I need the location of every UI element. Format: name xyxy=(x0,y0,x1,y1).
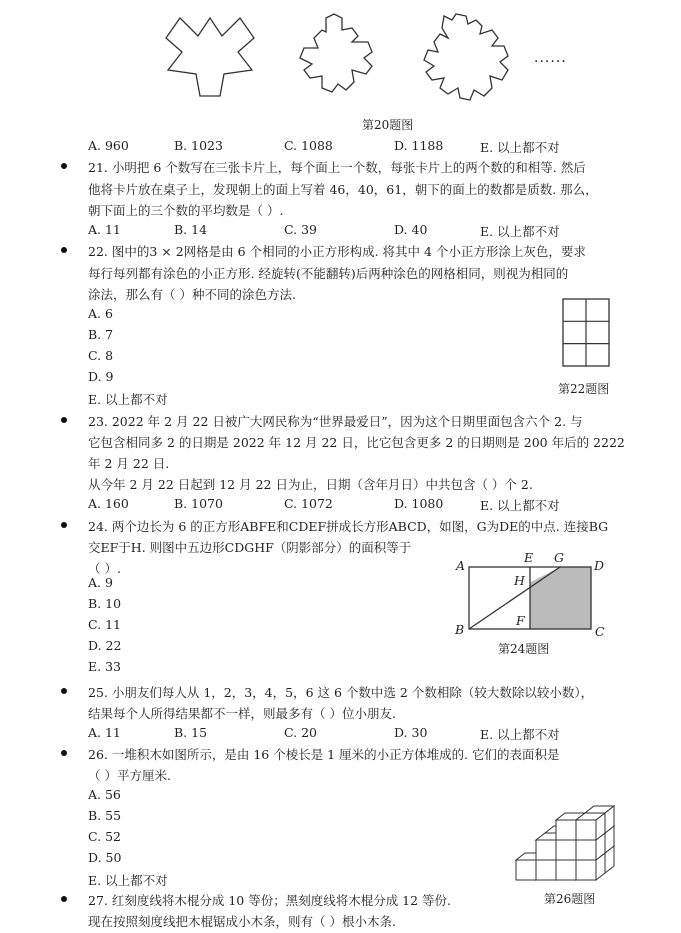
rectangle-abcd-figure xyxy=(468,566,592,630)
label-e: E xyxy=(524,550,534,565)
q22-option-c[interactable]: C. 8 xyxy=(88,348,114,363)
grid-3x2-figure xyxy=(562,298,610,368)
q20-option-e[interactable]: E. 以上都不对 xyxy=(480,140,560,155)
q26-line-2: （ ）平方厘米. xyxy=(88,768,171,783)
q23-option-c[interactable]: C. 1072 xyxy=(284,496,333,511)
q23-line-3: 年 2 月 22 日. xyxy=(88,456,170,471)
q25-option-b[interactable]: B. 15 xyxy=(174,725,208,740)
label-g: G xyxy=(554,550,564,565)
q24-option-c[interactable]: C. 11 xyxy=(88,617,121,632)
q20-option-a[interactable]: A. 960 xyxy=(88,138,129,153)
q26-line-1: 26. 一堆积木如图所示，是由 16 个棱长是 1 厘米的小正方体堆成的. 它们的表面积是 xyxy=(88,747,560,762)
q27-bullet xyxy=(61,896,67,902)
fractal-figure-2 xyxy=(282,12,392,102)
q23-line-2: 它包含相同多 2 的日期是 2022 年 12 月 22 日，比它包含更多 2 的日期则是 200 年后的 2222 xyxy=(88,435,625,450)
q23-option-a[interactable]: A. 160 xyxy=(88,496,129,511)
q22-option-e[interactable]: E. 以上都不对 xyxy=(88,392,168,407)
shaded-pentagon-cdghf xyxy=(530,567,591,629)
q25-bullet xyxy=(61,688,67,694)
q22-line-1: 22. 图中的3 × 2网格是由 6 个相同的小正方形构成. 将其中 4 个小正方形涂上灰色，要求 xyxy=(88,244,586,259)
q20-option-c[interactable]: C. 1088 xyxy=(284,138,333,153)
q22-line-3: 涂法，那么有（ ）种不同的涂色方法. xyxy=(88,287,296,302)
q21-option-d[interactable]: D. 40 xyxy=(394,222,428,237)
q24-option-a[interactable]: A. 9 xyxy=(88,575,113,590)
q20-caption: 第20题图 xyxy=(362,118,414,132)
q26-caption: 第26题图 xyxy=(544,892,596,906)
q23-line-1: 23. 2022 年 2 月 22 日被广大网民称为“世界最爱日”，因为这个日期里面包含六个 2. 与 xyxy=(88,414,583,429)
q25-option-a[interactable]: A. 11 xyxy=(88,725,121,740)
q26-option-a[interactable]: A. 56 xyxy=(88,787,121,802)
q26-bullet xyxy=(61,750,67,756)
q23-bullet xyxy=(61,417,67,423)
q22-option-a[interactable]: A. 6 xyxy=(88,306,113,321)
q23-option-d[interactable]: D. 1080 xyxy=(394,496,444,511)
label-d: D xyxy=(594,558,605,573)
fractal-figure-1 xyxy=(160,14,260,100)
q27-line-2: 现在按照刻度线把木棍锯成小木条，则有（ ）根小木条. xyxy=(88,914,396,929)
q25-line-1: 25. 小朋友们每人从 1，2，3，4，5，6 这 6 个数中选 2 个数相除（较大数除以较小数）， xyxy=(88,685,594,700)
label-h: H xyxy=(514,573,525,588)
q21-line-1: 21. 小明把 6 个数写在三张卡片上，每个面上一个数，每张卡片上的两个数的和相等. 然后 xyxy=(88,160,586,175)
q25-line-2: 结果每个人所得结果都不一样，则最多有（ ）位小朋友. xyxy=(88,706,396,721)
fractal-figure-3 xyxy=(408,10,524,104)
q21-line-2: 他将卡片放在桌子上，发现朝上的面上写着 46，40，61，朝下的面上的数都是质数. 那么， xyxy=(88,182,598,197)
q24-bullet xyxy=(61,522,67,528)
figure-ellipsis: ...... xyxy=(534,50,567,66)
q21-line-3: 朝下面上的三个数的平均数是（ ）. xyxy=(88,203,284,218)
q24-option-e[interactable]: E. 33 xyxy=(88,659,121,674)
q22-option-d[interactable]: D. 9 xyxy=(88,369,114,384)
q22-option-b[interactable]: B. 7 xyxy=(88,327,114,342)
q26-option-b[interactable]: B. 55 xyxy=(88,808,122,823)
q23-option-b[interactable]: B. 1070 xyxy=(174,496,223,511)
label-b: B xyxy=(455,622,465,637)
q22-line-2: 每行每列都有涂色的小正方形. 经旋转(不能翻转)后两种涂色的网格相同，则视为相同的 xyxy=(88,266,569,281)
q24-caption: 第24题图 xyxy=(498,642,550,656)
q21-option-b[interactable]: B. 14 xyxy=(174,222,208,237)
q27-line-1: 27. 红刻度线将木棍分成 10 等份；黑刻度线将木棍分成 12 等份. xyxy=(88,893,452,908)
q24-line-2: 交EF于H. 则图中五边形CDGHF（阴影部分）的面积等于 xyxy=(88,540,412,555)
q23-option-e[interactable]: E. 以上都不对 xyxy=(480,498,560,513)
label-a: A xyxy=(456,558,466,573)
q21-option-e[interactable]: E. 以上都不对 xyxy=(480,224,560,239)
q26-option-e[interactable]: E. 以上都不对 xyxy=(88,873,168,888)
q24-option-d[interactable]: D. 22 xyxy=(88,638,122,653)
q26-option-d[interactable]: D. 50 xyxy=(88,850,122,865)
q25-option-c[interactable]: C. 20 xyxy=(284,725,317,740)
q24-line-3: （ ）. xyxy=(88,561,121,576)
label-c: C xyxy=(595,624,605,639)
q20-option-b[interactable]: B. 1023 xyxy=(174,138,223,153)
q26-option-c[interactable]: C. 52 xyxy=(88,829,121,844)
q25-option-e[interactable]: E. 以上都不对 xyxy=(480,727,560,742)
q21-option-a[interactable]: A. 11 xyxy=(88,222,121,237)
label-f: F xyxy=(516,613,525,628)
q22-caption: 第22题图 xyxy=(558,382,610,396)
q21-bullet xyxy=(61,163,67,169)
q24-line-1: 24. 两个边长为 6 的正方形ABFE和CDEF拼成长方形ABCD，如图，G为DE的中点. 连接BG xyxy=(88,519,609,534)
q23-line-4: 从今年 2 月 22 日起到 12 月 22 日为止，日期（含年月日）中共包含（ ）个 2. xyxy=(88,477,533,492)
q20-option-d[interactable]: D. 1188 xyxy=(394,138,444,153)
cube-stack-figure xyxy=(512,780,634,886)
q22-bullet xyxy=(61,247,67,253)
q24-option-b[interactable]: B. 10 xyxy=(88,596,122,611)
q21-option-c[interactable]: C. 39 xyxy=(284,222,317,237)
q25-option-d[interactable]: D. 30 xyxy=(394,725,428,740)
cube xyxy=(576,813,605,840)
